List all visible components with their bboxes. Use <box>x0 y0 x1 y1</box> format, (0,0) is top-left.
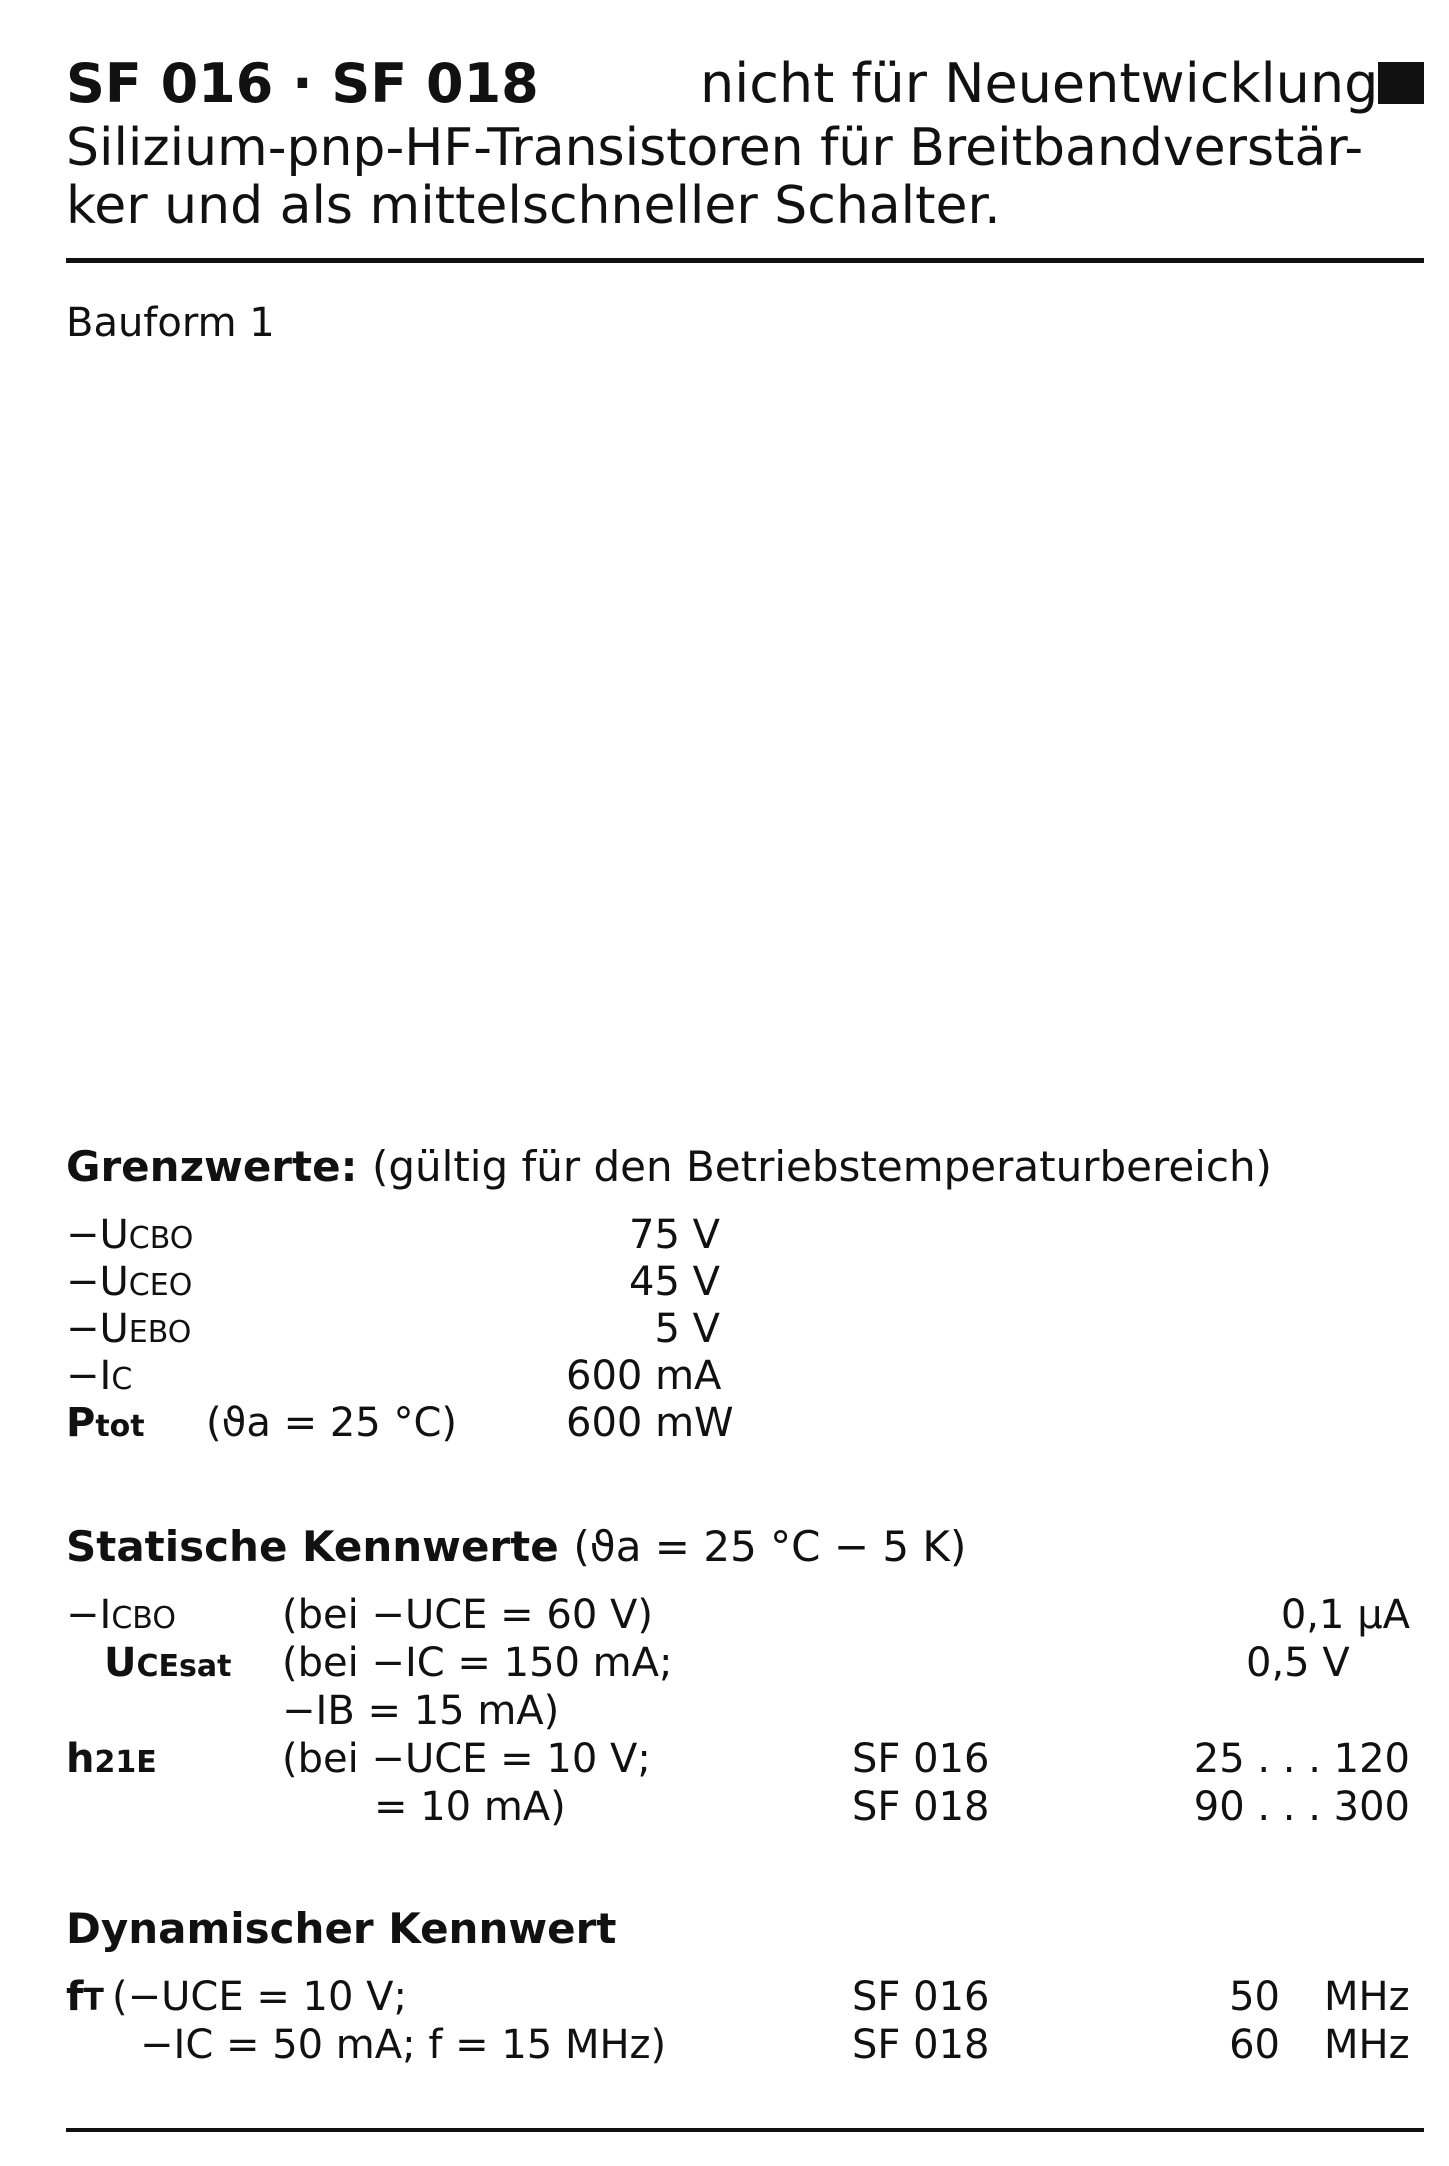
unit: MHz <box>1324 2022 1410 2068</box>
symbol-sub: CBO <box>111 1601 176 1636</box>
table-row <box>66 1259 192 1305</box>
type: SF 016 <box>852 1974 990 2020</box>
type: SF 018 <box>852 1784 990 1830</box>
condition: (bei −UCE = 60 V) <box>282 1592 653 1638</box>
status-square-icon <box>1378 62 1424 104</box>
symbol: U <box>104 1640 137 1686</box>
symbol: P <box>66 1400 96 1446</box>
table-row <box>66 1592 176 1638</box>
page-title: SF 016 · SF 018 <box>66 52 539 115</box>
symbol-sub: EBO <box>128 1315 192 1350</box>
symbol-sub: T <box>83 1983 104 2018</box>
symbol: −U <box>66 1259 129 1305</box>
symbol: −I <box>66 1353 112 1399</box>
value: 75 V <box>629 1212 720 1258</box>
statisch-title: Statische Kennwerte <box>66 1522 559 1571</box>
value: 50 <box>1229 1974 1280 2020</box>
description-line-1: Silizium-pnp-HF-Transistoren für Breitbandverstär- <box>66 118 1364 178</box>
table-row <box>66 1353 132 1399</box>
table-row <box>66 1974 104 2020</box>
symbol-sub: CEO <box>128 1268 193 1303</box>
symbol: h <box>66 1736 95 1782</box>
value: 45 V <box>629 1259 720 1305</box>
table-row <box>66 1400 145 1446</box>
symbol-sub: CBO <box>128 1221 194 1256</box>
condition: −IB = 15 mA) <box>282 1688 560 1734</box>
symbol-sub: C <box>111 1362 133 1397</box>
value: 25 . . . 120 <box>1193 1736 1410 1782</box>
statisch-subtitle: (ϑa = 25 °C − 5 K) <box>573 1522 967 1571</box>
value: 5 V <box>654 1306 720 1352</box>
value: 600 mW <box>566 1400 734 1446</box>
value: 60 <box>1229 2022 1280 2068</box>
description-line-2: ker und als mittelschneller Schalter. <box>66 176 1001 236</box>
symbol-sub: 21E <box>94 1745 157 1780</box>
section-dynamisch <box>66 1904 616 1953</box>
top-rule <box>66 258 1424 263</box>
section-statisch <box>66 1522 966 1571</box>
value: 0,1 µA <box>1280 1592 1410 1638</box>
symbol: −U <box>66 1212 129 1258</box>
symbol: f <box>66 1974 84 2020</box>
type: SF 018 <box>852 2022 990 2068</box>
table-row <box>66 1736 157 1782</box>
condition: (−UCE = 10 V; <box>112 1974 407 2020</box>
value: 90 . . . 300 <box>1193 1784 1410 1830</box>
symbol: −U <box>66 1306 129 1352</box>
table-row <box>66 1212 193 1258</box>
dynamisch-title: Dynamischer Kennwert <box>66 1904 617 1953</box>
value: 600 mA <box>566 1353 722 1399</box>
condition: −IC = 50 mA; f = 15 MHz) <box>140 2022 667 2068</box>
grenzwerte-subtitle: (gültig für den Betriebstemperaturbereich) <box>372 1142 1272 1191</box>
grenzwerte-title: Grenzwerte: <box>66 1142 358 1191</box>
symbol-sub: CEsat <box>136 1649 232 1684</box>
value: 0,5 V <box>1246 1640 1350 1686</box>
condition: = 10 mA) <box>374 1784 566 1830</box>
symbol-sub: tot <box>95 1409 145 1444</box>
table-row <box>66 1306 191 1352</box>
status-note: nicht für Neuentwicklung <box>700 52 1379 115</box>
symbol: −I <box>66 1592 112 1638</box>
condition: (bei −UCE = 10 V; <box>282 1736 651 1782</box>
unit: MHz <box>1324 1974 1410 2020</box>
bottom-rule <box>66 2128 1424 2132</box>
type: SF 016 <box>852 1736 990 1782</box>
condition: (ϑa = 25 °C) <box>206 1400 457 1446</box>
table-row <box>104 1640 231 1686</box>
condition: (bei −IC = 150 mA; <box>282 1640 673 1686</box>
bauform-label: Bauform 1 <box>66 300 275 346</box>
section-grenzwerte <box>66 1142 1272 1191</box>
